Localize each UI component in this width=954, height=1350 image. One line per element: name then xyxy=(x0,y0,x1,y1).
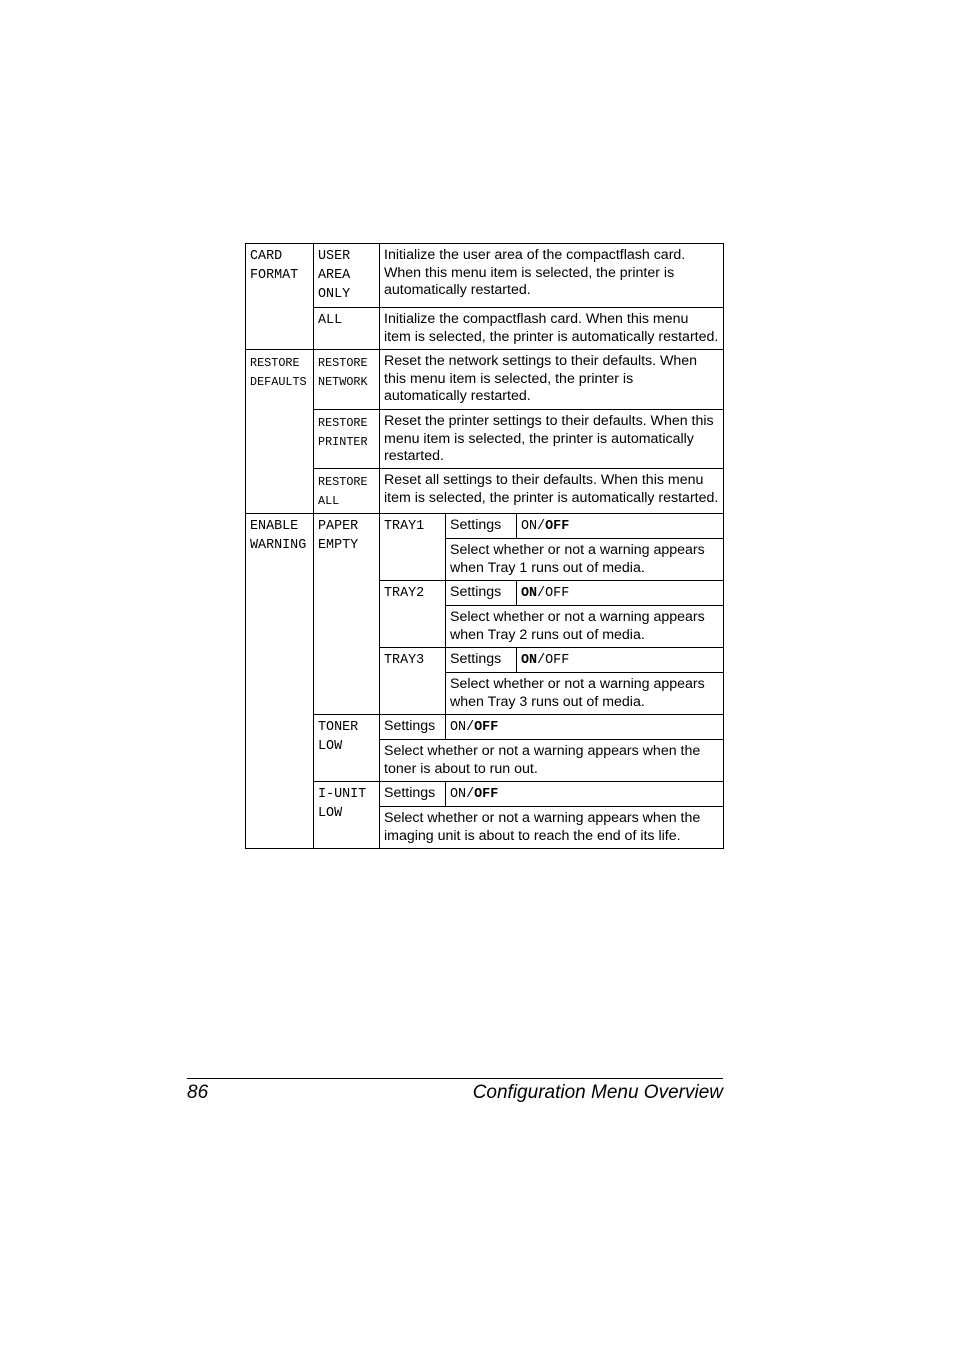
desc-restore-all: Reset all settings to their defaults. When this menu item is selected, the printer is automatically restarted. xyxy=(380,469,724,514)
desc-toner-low: Select whether or not a warning appears when the toner is about to run out. xyxy=(380,740,724,782)
menu-restore-defaults: RESTORE DEFAULTS xyxy=(246,350,314,514)
value-toner-low: ON/OFF xyxy=(446,715,724,740)
value-i-unit-low: ON/OFF xyxy=(446,782,724,807)
item-toner-low: TONER LOW xyxy=(314,715,380,782)
item-paper-empty: PAPER EMPTY xyxy=(314,514,380,715)
item-user-area-only: USER AREA ONLY xyxy=(314,244,380,308)
item-restore-printer: RESTORE PRINTER xyxy=(314,410,380,469)
settings-label-tray3: Settings xyxy=(446,648,517,673)
item-i-unit-low: I-UNIT LOW xyxy=(314,782,380,849)
page-number: 86 xyxy=(187,1082,209,1103)
item-all: ALL xyxy=(314,308,380,350)
running-title: Configuration Menu Overview xyxy=(472,1082,723,1103)
settings-label-i-unit-low: Settings xyxy=(380,782,446,807)
item-tray1: TRAY1 xyxy=(380,514,446,581)
desc-restore-printer: Reset the printer settings to their defaults. When this menu item is selected, the printer is automatically restarted. xyxy=(380,410,724,469)
value-tray2: ON/OFF xyxy=(517,581,724,606)
menu-enable-warning: ENABLE WARNING xyxy=(246,514,314,849)
desc-i-unit-low: Select whether or not a warning appears when the imaging unit is about to reach the end of its life. xyxy=(380,807,724,849)
menu-card-format: CARD FORMAT xyxy=(246,244,314,350)
menu-table xyxy=(245,243,724,849)
item-restore-all: RESTORE ALL xyxy=(314,469,380,514)
settings-label-tray1: Settings xyxy=(446,514,517,539)
footer-rule xyxy=(187,1078,723,1079)
item-tray2: TRAY2 xyxy=(380,581,446,648)
desc-tray3: Select whether or not a warning appears when Tray 3 runs out of media. xyxy=(446,673,724,715)
settings-label-tray2: Settings xyxy=(446,581,517,606)
item-restore-network: RESTORE NETWORK xyxy=(314,350,380,410)
desc-tray1: Select whether or not a warning appears when Tray 1 runs out of media. xyxy=(446,539,724,581)
value-tray3: ON/OFF xyxy=(517,648,724,673)
desc-tray2: Select whether or not a warning appears when Tray 2 runs out of media. xyxy=(446,606,724,648)
item-tray3: TRAY3 xyxy=(380,648,446,715)
desc-restore-network: Reset the network settings to their defaults. When this menu item is selected, the printer is automatically restarted. xyxy=(380,350,724,410)
settings-label-toner-low: Settings xyxy=(380,715,446,740)
desc-all: Initialize the compactflash card. When this menu item is selected, the printer is automatically restarted. xyxy=(380,308,724,350)
desc-user-area-only: Initialize the user area of the compactflash card. When this menu item is selected, the printer is automatically restarted. xyxy=(380,244,724,308)
value-tray1: ON/OFF xyxy=(517,514,724,539)
